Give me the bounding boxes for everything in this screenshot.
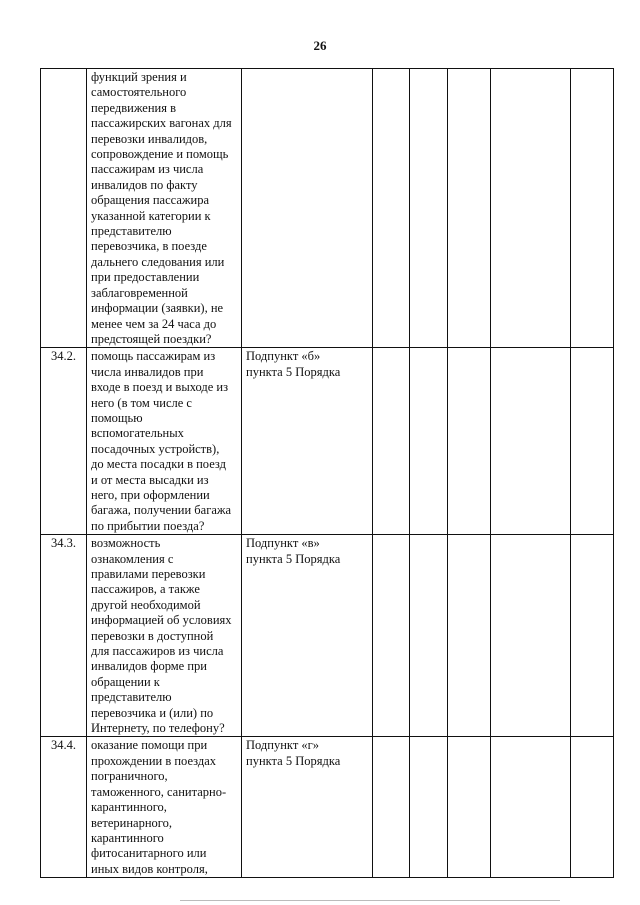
table-row bbox=[41, 737, 614, 878]
notes-cell[interactable] bbox=[491, 69, 571, 348]
legal-reference bbox=[242, 69, 373, 348]
answer-no-cell[interactable] bbox=[410, 737, 448, 878]
answer-na-cell[interactable] bbox=[448, 348, 491, 535]
requirement-text: оказание помощи при прохождении в поездах пограничного, таможенного, санитарно- карантинного, ветеринарного, карантинного фитосанитарного или иных видов контроля, bbox=[87, 737, 242, 878]
legal-reference: Подпункт «г» пункта 5 Порядка bbox=[242, 737, 373, 878]
extra-cell[interactable] bbox=[571, 348, 614, 535]
extra-cell[interactable] bbox=[571, 69, 614, 348]
table-row bbox=[41, 535, 614, 737]
answer-yes-cell[interactable] bbox=[373, 348, 410, 535]
requirement-text: функций зрения и самостоятельного передвижения в пассажирских вагонах для перевозки инвалидов, сопровождение и помощь пассажирам из числа инвалидов по факту обращения пассажира указанной категории к представителю перевозчика, в поезде дальнего следования или при предоставлении заблаговременной информации (заявки), не менее чем за 24 часа до предстоящей поездки? bbox=[87, 69, 242, 348]
table-row bbox=[41, 348, 614, 535]
scan-artifact-line bbox=[180, 900, 560, 901]
answer-no-cell[interactable] bbox=[410, 348, 448, 535]
answer-yes-cell[interactable] bbox=[373, 737, 410, 878]
extra-cell[interactable] bbox=[571, 535, 614, 737]
answer-no-cell[interactable] bbox=[410, 69, 448, 348]
answer-yes-cell[interactable] bbox=[373, 535, 410, 737]
checklist-table bbox=[40, 68, 614, 878]
legal-reference: Подпункт «б» пункта 5 Порядка bbox=[242, 348, 373, 535]
extra-cell[interactable] bbox=[571, 737, 614, 878]
notes-cell[interactable] bbox=[491, 348, 571, 535]
answer-yes-cell[interactable] bbox=[373, 69, 410, 348]
table-row bbox=[41, 69, 614, 348]
notes-cell[interactable] bbox=[491, 737, 571, 878]
row-number bbox=[41, 69, 87, 348]
requirement-text: помощь пассажирам из числа инвалидов при входе в поезд и выходе из него (в том числе с помощью вспомогательных посадочных устройств), до места посадки в поезд и от места высадки из него, при оформлении багажа, получении багажа по прибытии поезда? bbox=[87, 348, 242, 535]
answer-na-cell[interactable] bbox=[448, 535, 491, 737]
row-number: 34.4. bbox=[41, 737, 87, 878]
row-number: 34.2. bbox=[41, 348, 87, 535]
page-number: 26 bbox=[313, 38, 327, 53]
answer-no-cell[interactable] bbox=[410, 535, 448, 737]
requirement-text: возможность ознакомления с правилами перевозки пассажиров, а также другой необходимой информацией об условиях перевозки в доступной для пассажиров из числа инвалидов форме при обращении к представителю перевозчика и (или) по Интернету, по телефону? bbox=[87, 535, 242, 737]
answer-na-cell[interactable] bbox=[448, 69, 491, 348]
row-number: 34.3. bbox=[41, 535, 87, 737]
notes-cell[interactable] bbox=[491, 535, 571, 737]
answer-na-cell[interactable] bbox=[448, 737, 491, 878]
legal-reference: Подпункт «в» пункта 5 Порядка bbox=[242, 535, 373, 737]
